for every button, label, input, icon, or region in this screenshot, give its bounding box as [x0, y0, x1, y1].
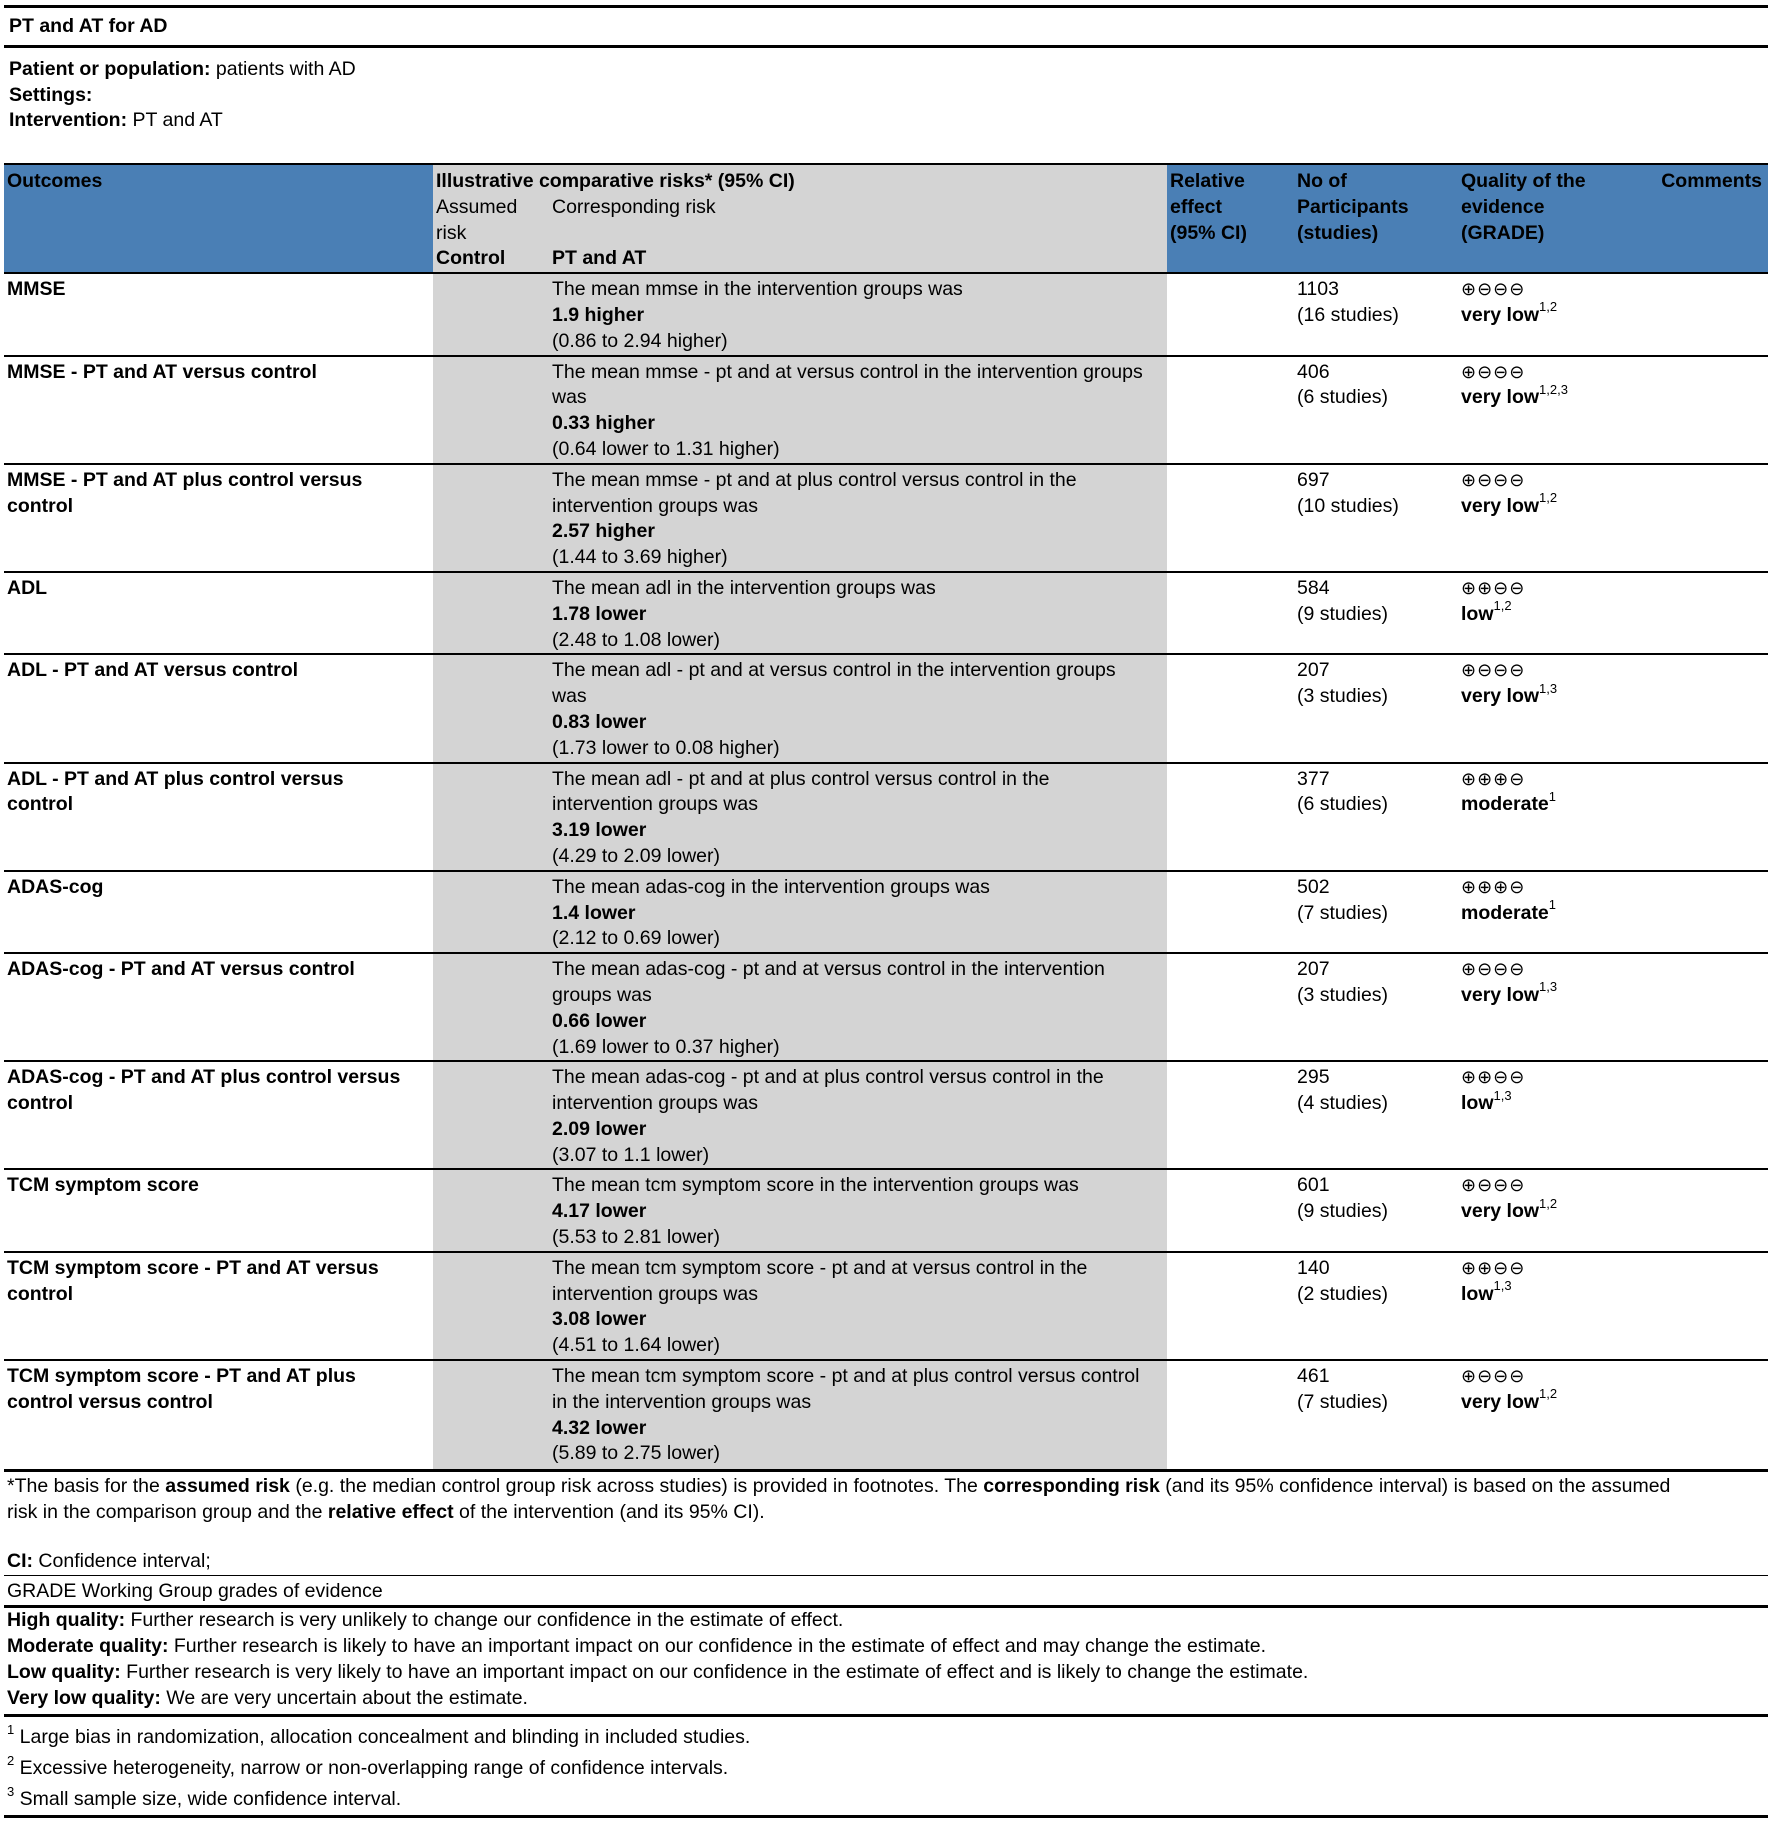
header-participants-line3: (studies) — [1297, 221, 1379, 244]
study-count: (10 studies) — [1297, 494, 1399, 517]
study-count: (6 studies) — [1297, 386, 1389, 409]
participant-count: 461 — [1297, 1365, 1330, 1388]
table-row — [4, 572, 1768, 654]
population-label: Patient or population: — [9, 58, 211, 80]
effect-estimate: 0.33 higher — [552, 412, 655, 435]
header-quality-line2: evidence — [1461, 195, 1545, 218]
participants-cell — [1294, 1169, 1458, 1251]
relative-effect-cell — [1167, 1252, 1294, 1360]
grade-symbols-icon: ⊕⊖⊖⊖ — [1461, 660, 1526, 681]
grade-footnote-ref: 1,3 — [1539, 680, 1558, 696]
outcome-name: TCM symptom score — [7, 1174, 199, 1197]
grade-very-low-text: We are very uncertain about the estimate. — [160, 1687, 528, 1709]
grade-footnote-ref: 1 — [1548, 897, 1557, 913]
basis-footnote-line2 — [7, 1499, 765, 1525]
study-count: (9 studies) — [1297, 1200, 1389, 1223]
comments-cell — [1651, 464, 1768, 572]
relative-effect-cell — [1167, 1061, 1294, 1169]
outcome-cell — [4, 572, 433, 654]
outcome-name: ADAS-cog - PT and AT versus control — [7, 958, 355, 981]
table-row — [4, 654, 1768, 762]
study-count: (3 studies) — [1297, 685, 1389, 708]
grade-rating: very low — [1461, 685, 1540, 708]
effect-estimate: 3.19 lower — [552, 819, 647, 842]
outcome-cell — [4, 871, 433, 953]
participants-cell — [1294, 464, 1458, 572]
basis-text-4: risk in the comparison group and the — [7, 1501, 328, 1523]
outcome-name: ADAS-cog - PT and AT plus control versus — [7, 1066, 401, 1089]
outcome-name: TCM symptom score - PT and AT versus — [7, 1256, 379, 1279]
assumed-risk-cell — [433, 273, 549, 355]
outcome-name: TCM symptom score - PT and AT plus — [7, 1365, 356, 1388]
outcome-name: MMSE — [7, 278, 66, 301]
effect-estimate: 2.57 higher — [552, 520, 655, 543]
comments-cell — [1651, 1360, 1768, 1469]
participant-count: 140 — [1297, 1256, 1330, 1279]
grade-very-low-label: Very low quality: — [7, 1687, 161, 1709]
confidence-interval: (2.48 to 1.08 lower) — [552, 628, 721, 651]
mean-text: groups was — [552, 983, 652, 1006]
intervention-line — [9, 107, 223, 133]
grade-symbols-icon: ⊕⊖⊖⊖ — [1461, 469, 1526, 490]
confidence-interval: (0.86 to 2.94 higher) — [552, 329, 728, 352]
grade-rating: very low — [1461, 386, 1540, 409]
basis-text-2: (e.g. the median control group risk across studies) is provided in footnotes. The — [289, 1475, 984, 1497]
outcome-name: ADAS-cog — [7, 875, 104, 898]
study-count: (2 studies) — [1297, 1282, 1389, 1305]
header-participants-line1: No of — [1297, 170, 1347, 192]
mean-text: The mean adas-cog - pt and at versus control in the intervention — [552, 958, 1105, 981]
mean-text: The mean mmse in the intervention groups was — [552, 278, 963, 301]
outcome-name: MMSE - PT and AT versus control — [7, 360, 317, 383]
basis-footnote-line1 — [7, 1473, 1670, 1499]
grade-low-text: Further research is very likely to have an important impact on our confidence in the estimate of effect and is likely to change the estimate. — [120, 1661, 1309, 1683]
note-2-number: 2 — [7, 1752, 15, 1768]
header-quality-line1: Quality of the — [1461, 170, 1586, 192]
participants-cell — [1294, 953, 1458, 1061]
title-rule — [4, 45, 1768, 48]
mean-text: The mean adl - pt and at versus control in the intervention groups — [552, 659, 1116, 682]
corresponding-risk-cell — [549, 356, 1167, 464]
relative-effect-cell — [1167, 763, 1294, 871]
grade-rating: very low — [1461, 303, 1540, 326]
outcome-cell — [4, 654, 433, 762]
note-3-number: 3 — [7, 1783, 15, 1799]
participants-cell — [1294, 273, 1458, 355]
grade-footnote-ref: 1,2 — [1493, 598, 1512, 614]
grade-low — [7, 1659, 1308, 1685]
outcome-cell — [4, 1169, 433, 1251]
grade-high-label: High quality: — [7, 1609, 126, 1631]
participant-count: 1103 — [1297, 278, 1339, 301]
findings-table — [4, 165, 1768, 1469]
outcome-cell — [4, 356, 433, 464]
relative-effect-cell — [1167, 953, 1294, 1061]
grade-low-label: Low quality: — [7, 1661, 121, 1683]
comments-cell — [1651, 871, 1768, 953]
confidence-interval: (1.44 to 3.69 higher) — [552, 546, 728, 569]
grade-rating: moderate — [1461, 793, 1549, 816]
comments-cell — [1651, 1169, 1768, 1251]
participant-count: 697 — [1297, 468, 1330, 491]
mean-text: The mean tcm symptom score in the intervention groups was — [552, 1174, 1079, 1197]
note-3-text: Small sample size, wide confidence interval. — [14, 1788, 402, 1810]
quality-cell — [1458, 273, 1651, 355]
confidence-interval: (0.64 lower to 1.31 higher) — [552, 437, 780, 460]
settings-label: Settings: — [9, 84, 93, 106]
grade-footnote-ref: 1,2 — [1539, 299, 1558, 315]
grade-symbols-icon: ⊕⊕⊖⊖ — [1461, 577, 1526, 598]
participant-count: 207 — [1297, 659, 1330, 682]
table-row — [4, 871, 1768, 953]
assumed-risk-cell — [433, 953, 549, 1061]
confidence-interval: (1.69 lower to 0.37 higher) — [552, 1035, 780, 1058]
mean-text: The mean adas-cog - pt and at plus control versus control in the — [552, 1066, 1104, 1089]
mean-text: The mean mmse - pt and at plus control versus control in the — [552, 468, 1077, 491]
header-relative-effect — [1167, 165, 1294, 273]
table-header — [4, 165, 1768, 273]
relative-effect-cell — [1167, 273, 1294, 355]
assumed-risk-cell — [433, 1360, 549, 1469]
participant-count: 295 — [1297, 1066, 1330, 1089]
grade-footnote-ref: 1,2 — [1539, 1195, 1558, 1211]
header-assumed-risk — [433, 195, 549, 247]
grade-footnote-ref: 1,2 — [1539, 490, 1558, 506]
table-row — [4, 464, 1768, 572]
comments-cell — [1651, 572, 1768, 654]
grade-symbols-icon: ⊕⊖⊖⊖ — [1461, 1175, 1526, 1196]
quality-cell — [1458, 953, 1651, 1061]
outcome-cell — [4, 1061, 433, 1169]
grade-rating: very low — [1461, 494, 1540, 517]
corresponding-risk-cell — [549, 953, 1167, 1061]
quality-cell — [1458, 572, 1651, 654]
comments-cell — [1651, 1252, 1768, 1360]
study-count: (3 studies) — [1297, 983, 1389, 1006]
quality-cell — [1458, 1360, 1651, 1469]
assumed-risk-cell — [433, 1061, 549, 1169]
relative-effect-cell — [1167, 572, 1294, 654]
note-2-text: Excessive heterogeneity, narrow or non-overlapping range of confidence intervals. — [14, 1757, 729, 1779]
outcome-name: ADL — [7, 576, 48, 599]
grade-rating: moderate — [1461, 901, 1549, 924]
relative-effect-cell — [1167, 1360, 1294, 1469]
comments-cell — [1651, 1061, 1768, 1169]
assumed-risk-cell — [433, 1252, 549, 1360]
participants-cell — [1294, 763, 1458, 871]
relative-effect-cell — [1167, 464, 1294, 572]
comments-cell — [1651, 763, 1768, 871]
participant-count: 207 — [1297, 958, 1330, 981]
grade-high — [7, 1607, 843, 1633]
grade-symbols-icon: ⊕⊕⊕⊖ — [1461, 768, 1526, 789]
effect-estimate: 1.78 lower — [552, 602, 647, 625]
grade-very-low — [7, 1685, 528, 1711]
effect-estimate: 0.83 lower — [552, 710, 647, 733]
note-1 — [7, 1721, 751, 1750]
table-row — [4, 1061, 1768, 1169]
quality-cell — [1458, 871, 1651, 953]
assumed-risk-cell — [433, 356, 549, 464]
relative-effect-cell — [1167, 356, 1294, 464]
participants-cell — [1294, 1061, 1458, 1169]
ci-note — [7, 1548, 211, 1574]
relative-effect-cell — [1167, 654, 1294, 762]
assumed-risk-cell — [433, 1169, 549, 1251]
basis-relative-effect: relative effect — [327, 1501, 454, 1523]
effect-estimate: 3.08 lower — [552, 1308, 647, 1331]
confidence-interval: (4.51 to 1.64 lower) — [552, 1334, 721, 1357]
table-row — [4, 1169, 1768, 1251]
corresponding-risk-cell — [549, 763, 1167, 871]
grade-symbols-icon: ⊕⊕⊖⊖ — [1461, 1257, 1526, 1278]
participant-count: 377 — [1297, 767, 1330, 790]
quality-cell — [1458, 763, 1651, 871]
quality-cell — [1458, 1169, 1651, 1251]
header-relative-line3: (95% CI) — [1170, 221, 1247, 244]
basis-assumed-risk: assumed risk — [165, 1475, 290, 1497]
mean-text: in the intervention groups was — [552, 1390, 812, 1413]
mean-text: intervention groups was — [552, 1282, 758, 1305]
grade-rating: low — [1461, 1092, 1494, 1115]
header-comments: Comments — [1651, 165, 1768, 273]
assumed-risk-cell — [433, 572, 549, 654]
header-pt-at: PT and AT — [549, 246, 1167, 273]
grade-symbols-icon: ⊕⊖⊖⊖ — [1461, 959, 1526, 980]
mean-text: was — [552, 685, 587, 708]
quality-cell — [1458, 1252, 1651, 1360]
grade-heading: GRADE Working Group grades of evidence — [7, 1580, 383, 1602]
population-line — [9, 56, 356, 82]
basis-text-1: *The basis for the — [7, 1475, 166, 1497]
comments-cell — [1651, 273, 1768, 355]
outcome-name: MMSE - PT and AT plus control versus — [7, 468, 363, 491]
notes-rule — [4, 1714, 1768, 1717]
outcome-name: control versus control — [7, 1390, 213, 1413]
table-row — [4, 763, 1768, 871]
header-control: Control — [433, 246, 549, 273]
header-quality — [1458, 165, 1651, 273]
header-quality-line3: (GRADE) — [1461, 221, 1545, 244]
note-1-number: 1 — [7, 1721, 15, 1737]
comments-cell — [1651, 654, 1768, 762]
effect-estimate: 1.4 lower — [552, 901, 636, 924]
study-count: (16 studies) — [1297, 303, 1399, 326]
settings-line — [9, 82, 92, 108]
grade-footnote-ref: 1,2 — [1539, 1386, 1558, 1402]
relative-effect-cell — [1167, 871, 1294, 953]
outcome-name: control — [7, 1092, 74, 1115]
grade-moderate-label: Moderate quality: — [7, 1635, 169, 1657]
mean-text: intervention groups was — [552, 793, 758, 816]
header-relative-line2: effect — [1170, 195, 1223, 218]
outcome-cell — [4, 1252, 433, 1360]
assumed-risk-cell — [433, 464, 549, 572]
ci-rule — [4, 1575, 1768, 1576]
outcome-cell — [4, 763, 433, 871]
quality-cell — [1458, 1061, 1651, 1169]
participants-cell — [1294, 1252, 1458, 1360]
relative-effect-cell — [1167, 1169, 1294, 1251]
participant-count: 601 — [1297, 1174, 1330, 1197]
population-value: patients with AD — [215, 58, 356, 80]
mean-text: The mean mmse - pt and at versus control in the intervention groups — [552, 360, 1143, 383]
header-illustrative: Illustrative comparative risks* (95% CI) — [433, 165, 1167, 195]
participant-count: 502 — [1297, 875, 1330, 898]
basis-corresponding-risk: corresponding risk — [983, 1475, 1160, 1497]
comments-cell — [1651, 953, 1768, 1061]
participants-cell — [1294, 572, 1458, 654]
confidence-interval: (2.12 to 0.69 lower) — [552, 927, 721, 950]
effect-estimate: 2.09 lower — [552, 1117, 647, 1140]
corresponding-risk-cell — [549, 1169, 1167, 1251]
table-row — [4, 1252, 1768, 1360]
participants-cell — [1294, 654, 1458, 762]
grade-rating: very low — [1461, 983, 1540, 1006]
assumed-risk-cell — [433, 654, 549, 762]
participants-cell — [1294, 1360, 1458, 1469]
mean-text: The mean tcm symptom score - pt and at versus control in the — [552, 1256, 1088, 1279]
corresponding-risk-cell — [549, 1061, 1167, 1169]
basis-text-5: of the intervention (and its 95% CI). — [453, 1501, 765, 1523]
bottom-rule — [4, 1815, 1768, 1818]
table-row — [4, 273, 1768, 355]
grade-footnote-ref: 1,3 — [1493, 1278, 1512, 1294]
participant-count: 584 — [1297, 576, 1330, 599]
mean-text: was — [552, 386, 587, 409]
grade-moderate-text: Further research is likely to have an important impact on our confidence in the estimate of effect and may change the estimate. — [168, 1635, 1267, 1657]
outcome-cell — [4, 464, 433, 572]
effect-estimate: 1.9 higher — [552, 303, 645, 326]
effect-estimate: 4.17 lower — [552, 1200, 647, 1223]
top-rule — [4, 5, 1768, 8]
effect-estimate: 0.66 lower — [552, 1009, 647, 1032]
grade-symbols-icon: ⊕⊕⊖⊖ — [1461, 1067, 1526, 1088]
mean-text: intervention groups was — [552, 1092, 758, 1115]
grade-footnote-ref: 1,3 — [1539, 979, 1558, 995]
quality-cell — [1458, 464, 1651, 572]
grade-symbols-icon: ⊕⊖⊖⊖ — [1461, 361, 1526, 382]
comments-cell — [1651, 356, 1768, 464]
study-count: (9 studies) — [1297, 602, 1389, 625]
note-2 — [7, 1752, 729, 1781]
outcome-name: control — [7, 1282, 74, 1305]
confidence-interval: (3.07 to 1.1 lower) — [552, 1143, 710, 1166]
ci-value: Confidence interval; — [33, 1550, 211, 1572]
participants-cell — [1294, 356, 1458, 464]
corresponding-risk-cell — [549, 1252, 1167, 1360]
grade-rating: low — [1461, 602, 1494, 625]
mean-text: The mean adas-cog in the intervention groups was — [552, 875, 990, 898]
grade-rating: low — [1461, 1282, 1494, 1305]
table-row — [4, 356, 1768, 464]
intervention-value: PT and AT — [132, 109, 223, 131]
header-assumed-line1: Assumed — [436, 195, 518, 218]
confidence-interval: (4.29 to 2.09 lower) — [552, 844, 721, 867]
grade-footnote-ref: 1,3 — [1493, 1087, 1512, 1103]
basis-text-3: (and its 95% confidence interval) is based on the assumed — [1159, 1475, 1671, 1497]
intervention-label: Intervention: — [9, 109, 128, 131]
corresponding-risk-cell — [549, 273, 1167, 355]
quality-cell — [1458, 356, 1651, 464]
table-row — [4, 1360, 1768, 1469]
outcome-name: ADL - PT and AT plus control versus — [7, 767, 344, 790]
outcome-cell — [4, 273, 433, 355]
outcome-name: control — [7, 494, 74, 517]
grade-high-text: Further research is very unlikely to change our confidence in the estimate of effect. — [125, 1609, 844, 1631]
header-relative-line1: Relative — [1170, 170, 1245, 192]
assumed-risk-cell — [433, 871, 549, 953]
table-body — [4, 273, 1768, 1469]
corresponding-risk-cell — [549, 464, 1167, 572]
outcome-cell — [4, 953, 433, 1061]
effect-estimate: 4.32 lower — [552, 1416, 647, 1439]
participant-count: 406 — [1297, 360, 1330, 383]
confidence-interval: (5.89 to 2.75 lower) — [552, 1442, 721, 1465]
participants-cell — [1294, 871, 1458, 953]
mean-text: The mean tcm symptom score - pt and at plus control versus control — [552, 1365, 1140, 1388]
grade-rating: very low — [1461, 1200, 1540, 1223]
assumed-risk-cell — [433, 763, 549, 871]
confidence-interval: (5.53 to 2.81 lower) — [552, 1226, 721, 1249]
mean-text: The mean adl - pt and at plus control versus control in the — [552, 767, 1050, 790]
study-count: (4 studies) — [1297, 1092, 1389, 1115]
note-3 — [7, 1783, 402, 1812]
mean-text: intervention groups was — [552, 494, 758, 517]
study-count: (6 studies) — [1297, 793, 1389, 816]
header-corresponding-risk: Corresponding risk — [549, 195, 1167, 247]
grade-symbols-icon: ⊕⊖⊖⊖ — [1461, 279, 1526, 300]
page-title: PT and AT for AD — [9, 15, 168, 37]
outcome-name: control — [7, 793, 74, 816]
table-bottom-rule — [4, 1469, 1768, 1472]
grade-rating: very low — [1461, 1390, 1540, 1413]
grade-symbols-icon: ⊕⊕⊕⊖ — [1461, 876, 1526, 897]
ci-label: CI: — [7, 1550, 33, 1572]
header-participants — [1294, 165, 1458, 273]
corresponding-risk-cell — [549, 871, 1167, 953]
note-1-text: Large bias in randomization, allocation concealment and blinding in included studies. — [14, 1726, 751, 1748]
outcome-name: ADL - PT and AT versus control — [7, 659, 299, 682]
corresponding-risk-cell — [549, 654, 1167, 762]
outcome-cell — [4, 1360, 433, 1469]
quality-cell — [1458, 654, 1651, 762]
corresponding-risk-cell — [549, 572, 1167, 654]
confidence-interval: (1.73 lower to 0.08 higher) — [552, 736, 780, 759]
study-count: (7 studies) — [1297, 901, 1389, 924]
study-count: (7 studies) — [1297, 1390, 1389, 1413]
grade-footnote-ref: 1 — [1548, 788, 1557, 804]
header-outcomes: Outcomes — [4, 165, 433, 273]
header-assumed-line2: risk — [436, 221, 467, 244]
header-participants-line2: Participants — [1297, 195, 1409, 218]
grade-footnote-ref: 1,2,3 — [1539, 381, 1568, 397]
table-row — [4, 953, 1768, 1061]
corresponding-risk-cell — [549, 1360, 1167, 1469]
grade-symbols-icon: ⊕⊖⊖⊖ — [1461, 1366, 1526, 1387]
mean-text: The mean adl in the intervention groups was — [552, 576, 936, 599]
grade-moderate — [7, 1633, 1266, 1659]
